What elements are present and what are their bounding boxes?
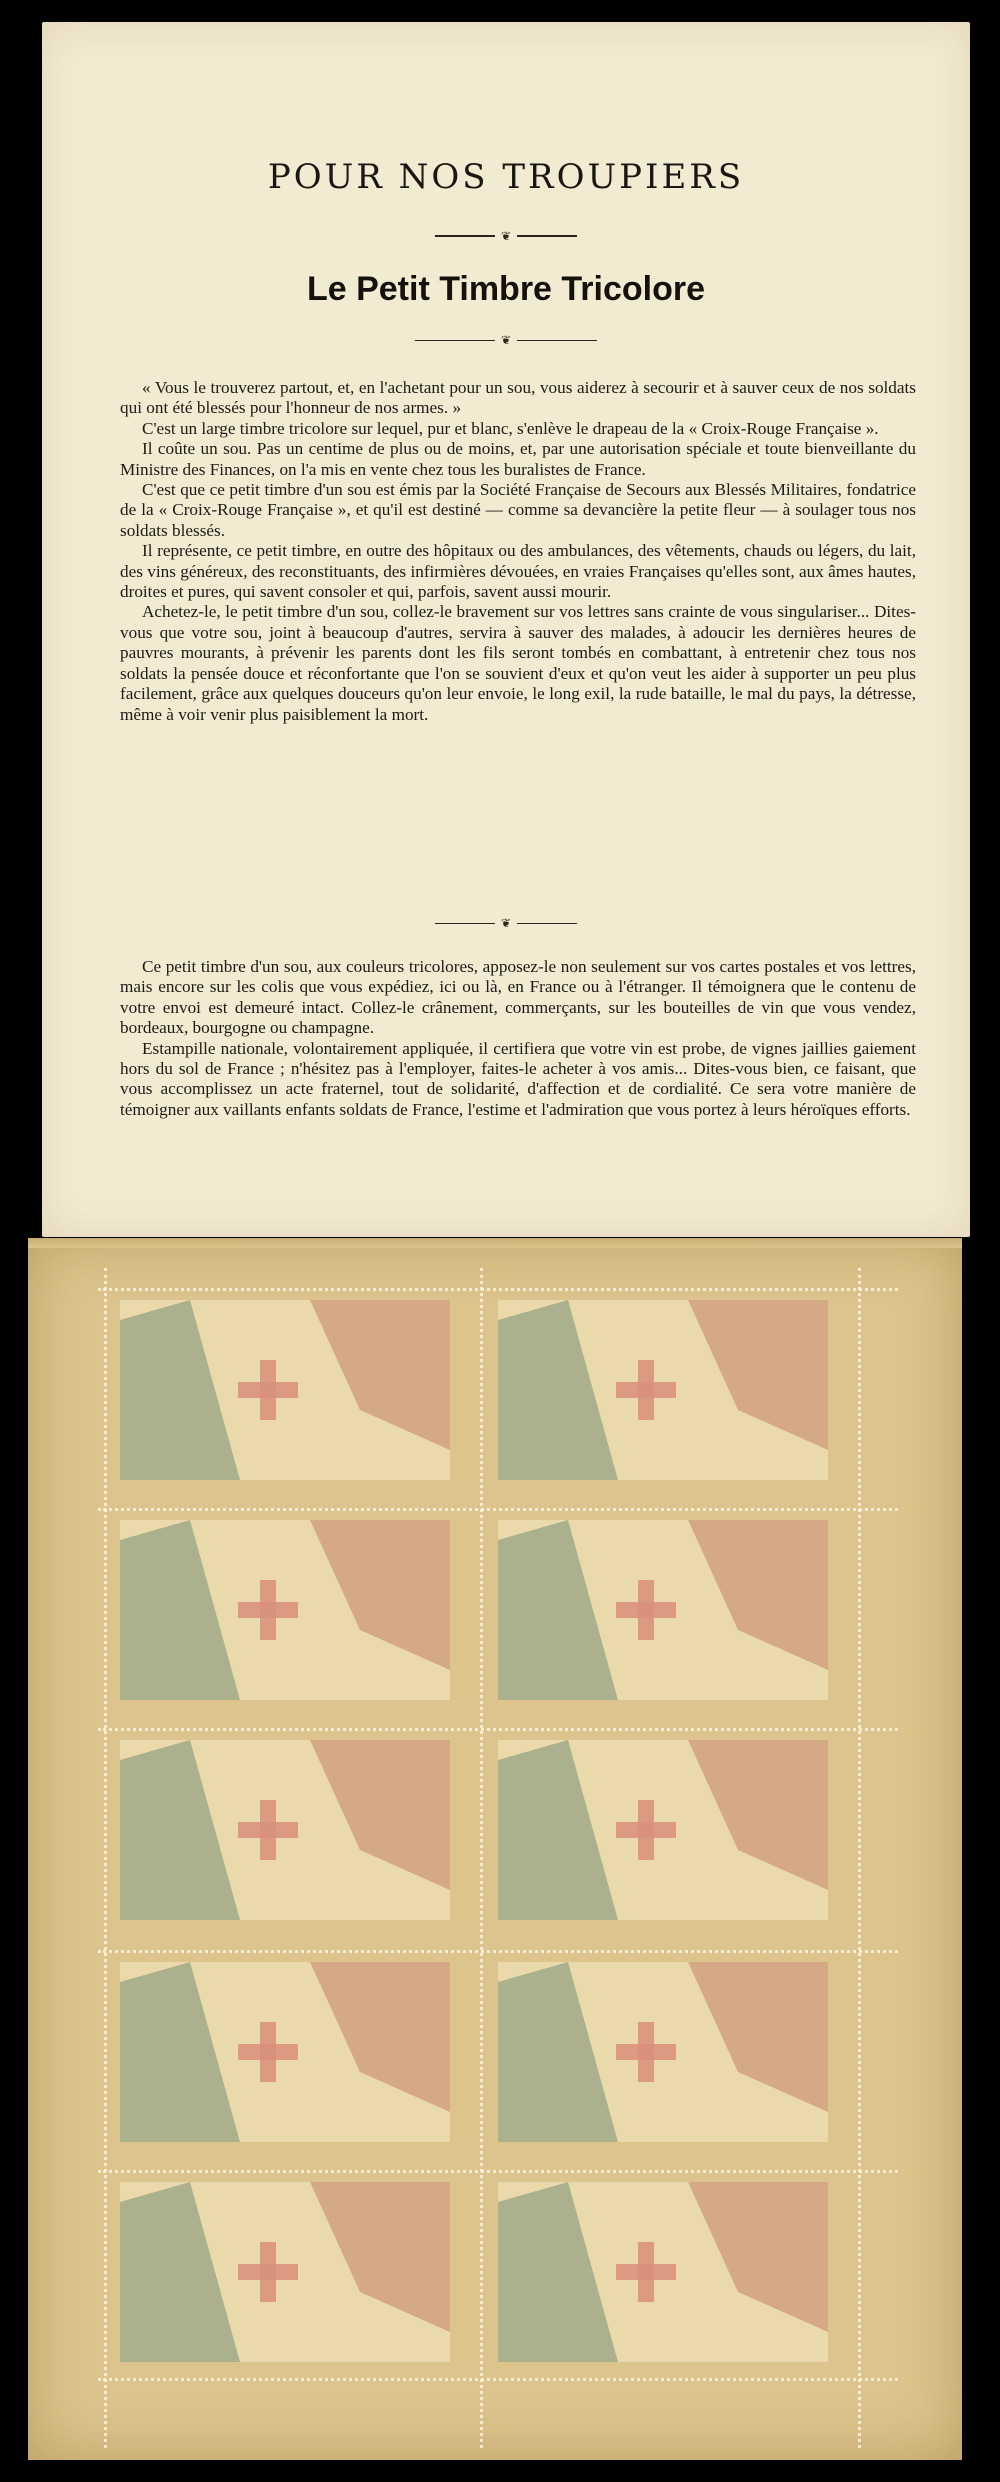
ornament-line-right [517, 923, 577, 924]
ornament-line-right [517, 340, 597, 341]
stamp [120, 1520, 450, 1700]
perforation-row [98, 2378, 898, 2381]
perforation-column [104, 1268, 107, 2448]
stamp-pane-back [28, 1238, 962, 2460]
tricolore-flag-icon [498, 1962, 828, 2142]
perforation-row [98, 1950, 898, 1953]
ornament-line-left [435, 923, 495, 924]
perforation-row [98, 2170, 898, 2173]
paragraph: Il coûte un sou. Pas un centime de plus ou de moins, et, par une autorisation spéciale et toute bienveillante du Ministre des Finances, on l'a mis en vente chez tous les buralistes de France. [120, 439, 916, 479]
stamp [498, 1962, 828, 2142]
tricolore-flag-icon [120, 2182, 450, 2362]
tricolore-flag-icon [498, 1300, 828, 1480]
paragraph: Achetez-le, le petit timbre d'un sou, collez-le bravement sur vos lettres sans crainte de vous singulariser... Dites-vous que votre sou, joint à beaucoup d'autres, servira à sauver des malades, à adoucir les dernières heures de pauvres mourants, à prévenir les parents dont les fils seront tombés en combattant, à entretenir chez tous nos soldats la pensée douce et réconfortante que l'on se souvient d'eux et qu'on veut les aider à supporter un peu plus facilement, grâce aux quelques douceurs qu'on leur envoie, le long exil, la rude bataille, le mal du pays, la détresse, même à voir venir plus paisiblement la mort. [120, 602, 916, 724]
tricolore-flag-icon [498, 2182, 828, 2362]
stamp [120, 2182, 450, 2362]
paragraph: Il représente, ce petit timbre, en outre des hôpitaux ou des ambulances, des vêtements, chauds ou légers, du lait, des vins généreux, des reconstituants, des infirmières dévouées, en vraies Françaises qu'elles sont, aux âmes hautes, droites et pures, qui savent consoler et qui, parfois, savent aussi mourir. [120, 541, 916, 602]
paragraph: Estampille nationale, volontairement appliquée, il certifiera que votre vin est probe, de vignes jaillies gaiement hors du sol de France ; n'hésitez pas à l'employer, faites-le acheter à vos amis... Dites-vous bien, ce faisant, que vous accomplissez un acte fraternel, tout de solidarité, d'affection et de cordialité. Ce sera votre manière de témoigner aux vaillants enfants soldats de France, l'estime et l'admiration que vous portez à leurs héroïques efforts. [120, 1038, 916, 1119]
text-section-2 [120, 957, 916, 1120]
stamp [498, 1520, 828, 1700]
stamp [498, 1740, 828, 1920]
text-section-1 [120, 378, 916, 725]
ornament-knot-icon: ❦ [500, 916, 512, 930]
page-title: POUR NOS TROUPIERS [267, 157, 745, 197]
subtitle-ornament [415, 334, 597, 346]
tricolore-flag-icon [120, 1300, 450, 1480]
title-ornament [435, 230, 577, 242]
stamp [120, 1300, 450, 1480]
ornament-line-left [415, 340, 495, 341]
ornament-knot-icon: ❦ [500, 229, 512, 243]
tricolore-flag-icon [120, 1520, 450, 1700]
pane-fold [28, 1238, 962, 1248]
stamp [120, 1962, 450, 2142]
ornament-line-left [435, 235, 495, 237]
tricolore-flag-icon [498, 1740, 828, 1920]
paragraph: C'est que ce petit timbre d'un sou est émis par la Société Française de Secours aux Blessés Militaires, fondatrice de la « Croix-Rouge Française », et qu'il est destiné — comme sa devancière la petite fleur — à soulager tous nos soldats blessés. [120, 480, 916, 540]
booklet-cover-leaf [42, 22, 970, 1237]
perforation-column [480, 1268, 483, 2448]
stamp [498, 1300, 828, 1480]
perforation-row [98, 1288, 898, 1291]
paragraph: « Vous le trouverez partout, et, en l'achetant pour un sou, vous aiderez à secourir et à sauver ceux de nos soldats qui ont été blessés pour l'honneur de nos armes. » [120, 378, 916, 418]
stamp [120, 1740, 450, 1920]
ornament-knot-icon: ❦ [500, 333, 512, 347]
stamp [498, 2182, 828, 2362]
ornament-line-right [517, 235, 577, 237]
tricolore-flag-icon [498, 1520, 828, 1700]
page-subtitle: Le Petit Timbre Tricolore [306, 270, 706, 308]
section-divider [435, 917, 577, 929]
tricolore-flag-icon [120, 1962, 450, 2142]
perforation-row [98, 1728, 898, 1731]
perforation-row [98, 1508, 898, 1511]
paragraph: Ce petit timbre d'un sou, aux couleurs tricolores, apposez-le non seulement sur vos cartes postales et vos lettres, mais encore sur les colis que vous expédiez, ici ou là, en France ou à l'étranger. Il témoignera que le contenu de votre envoi est demeuré intact. Collez-le crânement, commerçants, sur les bouteilles de vin que vous vendez, bordeaux, bourgogne ou champagne. [120, 957, 916, 1038]
perforation-column [858, 1268, 861, 2448]
paragraph: C'est un large timbre tricolore sur lequel, pur et blanc, s'enlève le drapeau de la « Croix-Rouge Française ». [142, 418, 879, 438]
tricolore-flag-icon [120, 1740, 450, 1920]
